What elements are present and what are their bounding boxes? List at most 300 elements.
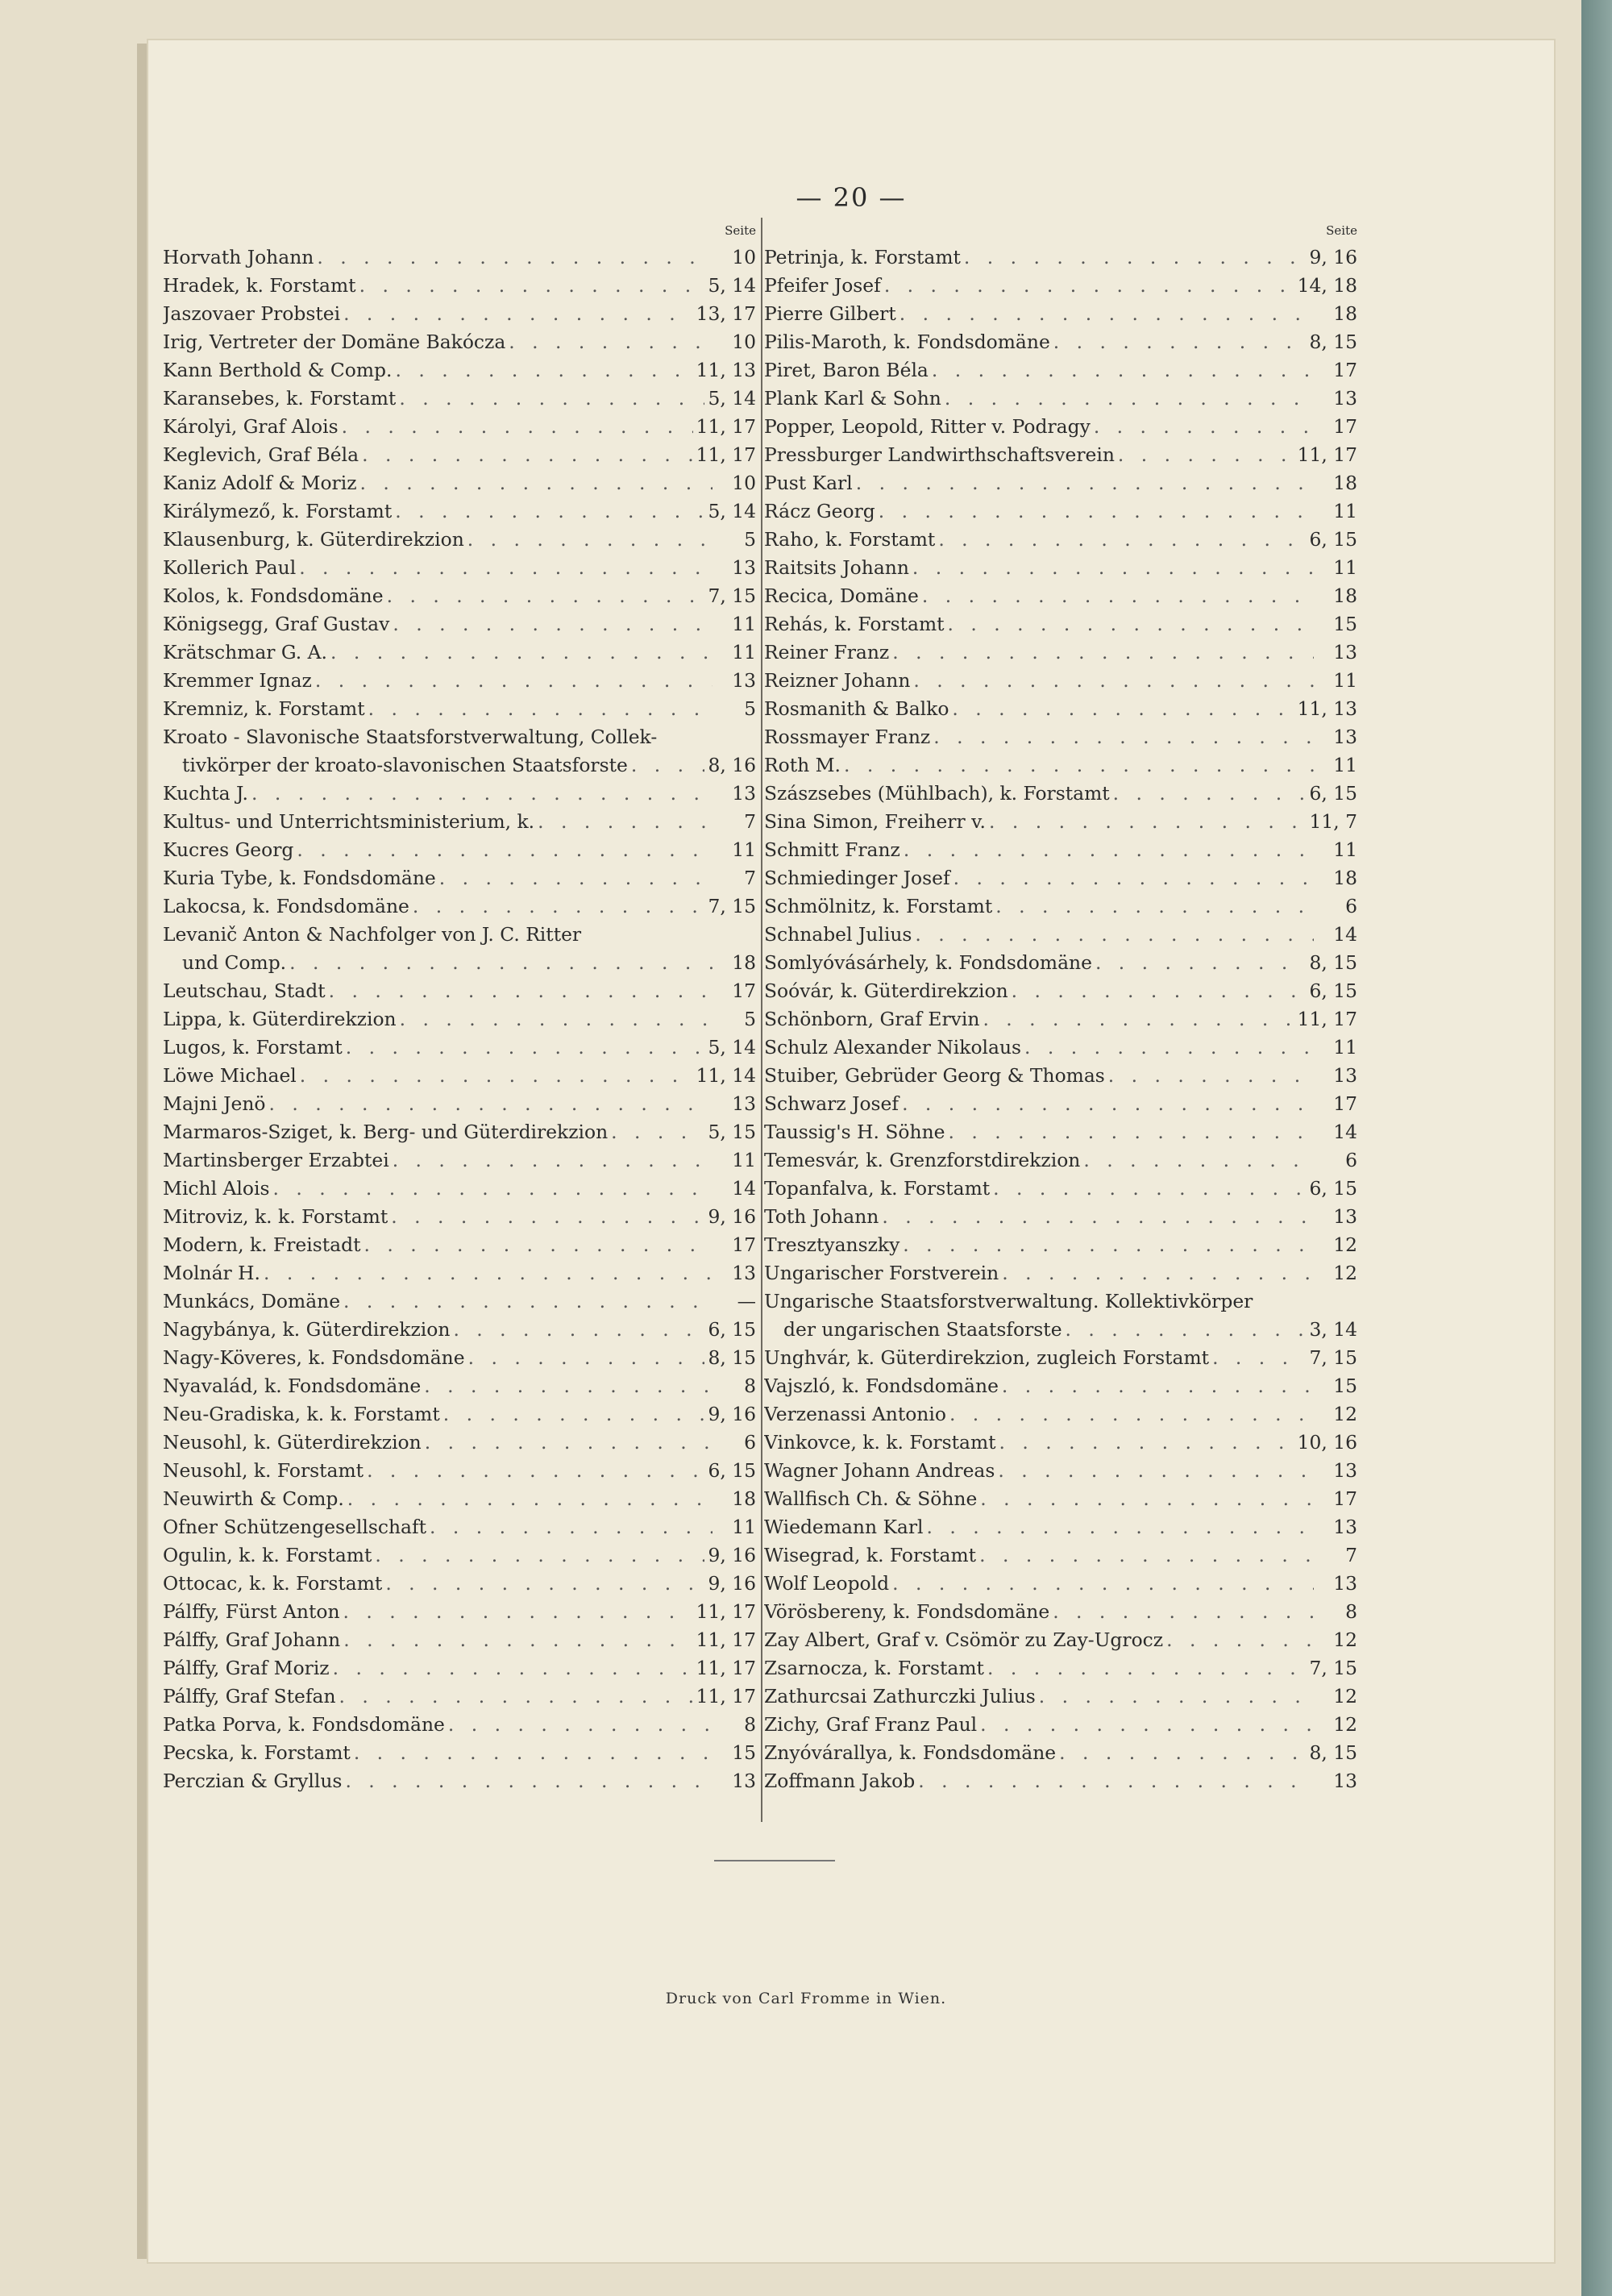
leader-dots: [980, 1485, 1314, 1513]
leader-dots: [425, 1429, 713, 1457]
leader-dots: [385, 1570, 704, 1598]
leader-dots: [927, 1513, 1314, 1541]
entry-pages: 7, 15: [708, 584, 756, 607]
index-entry: [163, 1316, 761, 1344]
entry-name: Zsarnocza, k. Forstamt: [764, 1657, 984, 1679]
entry-name: Pálffy, Graf Johann: [163, 1628, 341, 1651]
entry-pages: 18: [1333, 584, 1357, 607]
leader-dots: [393, 610, 713, 638]
leader-dots: [952, 695, 1294, 723]
entry-name: Raitsits Johann: [764, 556, 909, 579]
entry-name: Toth Johann: [764, 1205, 879, 1228]
entry-pages: 11: [1333, 500, 1357, 522]
entry-pages: 13: [1333, 387, 1357, 410]
index-entry: [163, 356, 761, 385]
index-entry: [764, 1062, 1362, 1090]
entry-name: und Comp.: [182, 951, 287, 974]
leader-dots: [343, 1287, 713, 1316]
index-entry: [764, 723, 1362, 751]
leader-dots: [362, 441, 693, 469]
leader-dots: [915, 921, 1314, 949]
entry-name: Horvath Johann: [163, 246, 314, 268]
entry-pages: 15: [732, 1741, 756, 1764]
leader-dots: [317, 243, 713, 272]
leader-dots: [913, 667, 1314, 695]
entry-pages: 11, 17: [696, 1600, 756, 1623]
index-entry: [764, 1711, 1362, 1739]
printer-imprint: Druck von Carl Fromme in Wien.: [665, 1990, 947, 2007]
leader-dots: [315, 667, 713, 695]
entry-pages: 11: [1333, 669, 1357, 692]
entry-name: Leutschau, Stadt: [163, 980, 326, 1002]
leader-dots: [1118, 441, 1294, 469]
index-entry: [163, 780, 761, 808]
index-entry: [163, 413, 761, 441]
entry-name: Nagy-Köveres, k. Fondsdomäne: [163, 1346, 465, 1369]
index-entry: [163, 864, 761, 892]
entry-name: Károlyi, Graf Alois: [163, 415, 339, 438]
leader-dots: [1002, 1372, 1314, 1400]
entry-pages: 17: [1333, 359, 1357, 381]
leader-dots: [933, 723, 1314, 751]
leader-dots: [399, 385, 704, 413]
index-entry: [163, 385, 761, 413]
entry-pages: 11, 17: [1297, 443, 1357, 466]
entry-name: Wagner Johann Andreas: [764, 1459, 995, 1482]
entry-name: Znyóvárallya, k. Fondsdomäne: [764, 1741, 1057, 1764]
entry-name: Wallfisch Ch. & Söhne: [764, 1487, 978, 1510]
index-entry: [764, 1457, 1362, 1485]
index-entry: [764, 1767, 1362, 1795]
index-entry: [764, 1429, 1362, 1457]
leader-dots: [413, 892, 705, 921]
index-entry: [163, 272, 761, 300]
entry-name: Karansebes, k. Forstamt: [163, 387, 397, 410]
leader-dots: [999, 1429, 1294, 1457]
entry-pages: 9, 16: [1309, 246, 1357, 268]
entry-name: Topanfalva, k. Forstamt: [764, 1177, 991, 1200]
index-entry: [163, 1372, 761, 1400]
entry-name: Pilis-Maroth, k. Fondsdomäne: [764, 331, 1050, 353]
entry-pages: 5: [744, 1008, 756, 1030]
index-entry: [163, 1626, 761, 1654]
leader-dots: [367, 1457, 704, 1485]
entry-pages: 12: [1333, 1713, 1357, 1736]
entry-name: Neu-Gradiska, k. k. Forstamt: [163, 1403, 440, 1425]
entry-pages: 13: [732, 782, 756, 805]
leader-dots: [918, 1767, 1314, 1795]
scan-edge-strip: [1581, 0, 1612, 2296]
entry-pages: 18: [732, 951, 756, 974]
index-entry: [163, 1118, 761, 1146]
entry-pages: 6, 15: [1309, 980, 1357, 1002]
index-entry: [163, 1682, 761, 1711]
entry-pages: 18: [732, 1487, 756, 1510]
index-entry: [163, 836, 761, 864]
leader-dots: [368, 695, 713, 723]
index-entry: [764, 610, 1362, 638]
leader-dots: [339, 1682, 693, 1711]
entry-pages: 11, 17: [696, 443, 756, 466]
entry-name: Roth M.: [764, 754, 841, 776]
index-entry: [163, 921, 761, 977]
leader-dots: [922, 582, 1314, 610]
leader-dots: [364, 1231, 713, 1259]
entry-pages: 11, 17: [696, 1685, 756, 1707]
entry-pages: 11: [1333, 754, 1357, 776]
entry-pages: 12: [1333, 1262, 1357, 1284]
leader-dots: [1083, 1146, 1314, 1175]
index-entry: [764, 1400, 1362, 1429]
index-entry: [764, 1513, 1362, 1541]
entry-pages: 15: [1333, 613, 1357, 635]
index-entry: [764, 1175, 1362, 1203]
entry-pages: 14: [1333, 923, 1357, 946]
index-entry: [764, 497, 1362, 526]
entry-pages: 6, 15: [1309, 528, 1357, 551]
index-entry: [764, 1203, 1362, 1231]
entry-name: Kollerich Paul: [163, 556, 297, 579]
entry-name: Soóvár, k. Güterdirekzion: [764, 980, 1008, 1002]
entry-name: Somlyóvásárhely, k. Fondsdomäne: [764, 951, 1092, 974]
entry-pages: 9, 16: [708, 1403, 756, 1425]
entry-pages: 18: [1333, 302, 1357, 325]
leader-dots: [912, 554, 1314, 582]
entry-name: Lugos, k. Forstamt: [163, 1036, 343, 1059]
leader-dots: [343, 300, 693, 328]
entry-pages: 5, 14: [708, 274, 756, 297]
leader-dots: [938, 526, 1306, 554]
leader-dots: [347, 1485, 713, 1513]
entry-pages: 17: [1333, 1487, 1357, 1510]
entry-name: Vajszló, k. Fondsdomäne: [764, 1375, 999, 1397]
index-entry: [163, 526, 761, 554]
entry-name: Reiner Franz: [764, 641, 890, 663]
index-entry: [163, 1598, 761, 1626]
entry-name: Pressburger Landwirthschaftsverein: [764, 443, 1115, 466]
entry-pages: 13, 17: [696, 302, 756, 325]
entry-name: Rácz Georg: [764, 500, 875, 522]
entry-name: Krätschmar G. A.: [163, 641, 327, 663]
leader-dots: [856, 469, 1314, 497]
entry-pages: 12: [1333, 1233, 1357, 1256]
index-entry: [163, 808, 761, 836]
index-entry: [163, 554, 761, 582]
entry-name: Pecska, k. Forstamt: [163, 1741, 351, 1764]
entry-name: Pust Karl: [764, 472, 853, 494]
entry-name: Neusohl, k. Forstamt: [163, 1459, 364, 1482]
leader-dots: [993, 1175, 1306, 1203]
entry-name: Pálffy, Fürst Anton: [163, 1600, 340, 1623]
leader-dots: [892, 1570, 1314, 1598]
entry-pages: 8: [744, 1713, 756, 1736]
index-entry: [764, 1485, 1362, 1513]
index-column-right: [764, 218, 1362, 1795]
index-entry: [764, 582, 1362, 610]
index-entry: [764, 1090, 1362, 1118]
leader-dots: [400, 1005, 713, 1034]
entry-pages: 11: [732, 1516, 756, 1538]
entry-name: Löwe Michael: [163, 1064, 297, 1087]
entry-name: Reizner Johann: [764, 669, 911, 692]
entry-name: Schmiedinger Josef: [764, 867, 950, 889]
entry-name: Pálffy, Graf Stefan: [163, 1685, 336, 1707]
entry-pages: 13: [732, 1770, 756, 1792]
index-entry: [764, 921, 1362, 949]
entry-name: Schmitt Franz: [764, 838, 900, 861]
entry-pages: 9, 16: [708, 1572, 756, 1595]
index-entry: [163, 1429, 761, 1457]
index-entry: [764, 1146, 1362, 1175]
entry-name: Kucres Georg: [163, 838, 294, 861]
entry-pages: 14: [1333, 1121, 1357, 1143]
entry-pages: 11, 17: [696, 1628, 756, 1651]
seite-header-left: Seite: [725, 223, 756, 238]
leader-dots: [359, 272, 705, 300]
entry-pages: 7, 15: [708, 895, 756, 917]
entry-name: Schönborn, Graf Ervin: [764, 1008, 980, 1030]
leader-dots: [1053, 1598, 1314, 1626]
leader-dots: [360, 469, 713, 497]
index-entry: [163, 1203, 761, 1231]
entry-name: Ogulin, k. k. Forstamt: [163, 1544, 372, 1566]
entry-pages: 12: [1333, 1685, 1357, 1707]
index-entry: [163, 723, 761, 780]
leader-dots: [509, 328, 713, 356]
entry-name: Neusohl, k. Güterdirekzion: [163, 1431, 422, 1454]
leader-dots: [980, 1711, 1314, 1739]
entry-name: Vörösbereny, k. Fondsdomäne: [764, 1600, 1050, 1623]
index-column-left: [163, 218, 761, 1795]
index-entry: [163, 1005, 761, 1034]
leader-dots: [948, 610, 1314, 638]
leader-dots: [346, 1034, 705, 1062]
entry-pages: 11: [732, 613, 756, 635]
entry-name: tivkörper der kroato-slavonischen Staatsforste: [182, 754, 628, 776]
leader-dots: [330, 638, 713, 667]
entry-pages: 11: [732, 838, 756, 861]
entry-name: Temesvár, k. Grenzforstdirekzion: [764, 1149, 1081, 1171]
index-entry: [163, 1259, 761, 1287]
leader-dots: [468, 1344, 705, 1372]
entry-name: Königsegg, Graf Gustav: [163, 613, 390, 635]
entry-pages: 17: [732, 1233, 756, 1256]
index-entry: [163, 1062, 761, 1090]
entry-name: Pálffy, Graf Moriz: [163, 1657, 330, 1679]
entry-name: Martinsberger Erzabtei: [163, 1149, 389, 1171]
leader-dots: [297, 836, 713, 864]
entry-pages: 13: [732, 1262, 756, 1284]
entry-name: Lippa, k. Güterdirekzion: [163, 1008, 397, 1030]
index-entry: [764, 554, 1362, 582]
entry-pages: 11, 14: [696, 1064, 756, 1087]
leader-dots: [424, 1372, 713, 1400]
entry-name: Schwarz Josef: [764, 1092, 899, 1115]
entry-pages: 11: [732, 641, 756, 663]
index-entry: [163, 1231, 761, 1259]
entry-name: Rosmanith & Balko: [764, 697, 949, 720]
entry-name: Szászsebes (Mühlbach), k. Forstamt: [764, 782, 1110, 805]
index-entry: [764, 1034, 1362, 1062]
index-entry: [764, 1682, 1362, 1711]
leader-dots: [430, 1513, 713, 1541]
entry-name: Kuchta J.: [163, 782, 248, 805]
index-entry: [764, 667, 1362, 695]
index-entry: [764, 1739, 1362, 1767]
leader-dots: [1212, 1344, 1306, 1372]
entry-name: Hradek, k. Forstamt: [163, 274, 356, 297]
entry-pages: 11, 17: [696, 415, 756, 438]
leader-dots: [631, 751, 705, 780]
entry-name: Ofner Schützengesellschaft: [163, 1516, 427, 1538]
index-entry: [163, 243, 761, 272]
index-entry: [163, 977, 761, 1005]
entry-pages: 5, 15: [708, 1121, 756, 1143]
leader-dots: [904, 836, 1314, 864]
index-entry: [163, 695, 761, 723]
entry-pages: 6: [744, 1431, 756, 1454]
index-entry: [764, 356, 1362, 385]
index-entry: [764, 864, 1362, 892]
index-entry: [163, 300, 761, 328]
index-entry: [163, 469, 761, 497]
leader-dots: [453, 1316, 704, 1344]
entry-name: Zay Albert, Graf v. Csömör zu Zay-Ugrocz: [764, 1628, 1164, 1651]
entry-pages: 14: [732, 1177, 756, 1200]
leader-dots: [844, 751, 1314, 780]
index-entry: [163, 892, 761, 921]
leader-dots: [1066, 1316, 1307, 1344]
entry-pages: 6, 15: [708, 1318, 756, 1341]
entry-name: Schmölnitz, k. Forstamt: [764, 895, 993, 917]
entry-pages: 13: [1333, 1459, 1357, 1482]
entry-pages: 13: [1333, 1205, 1357, 1228]
entry-pages: 5, 14: [708, 500, 756, 522]
entry-name-line1: Kroato - Slavonische Staatsforstverwaltung, Collek-: [163, 726, 658, 748]
entry-name: Zathurcsai Zathurczki Julius: [764, 1685, 1036, 1707]
entry-name: Zoffmann Jakob: [764, 1770, 916, 1792]
entry-name: Pfeifer Josef: [764, 274, 881, 297]
index-entry: [163, 1090, 761, 1118]
entry-pages: 10, 16: [1297, 1431, 1357, 1454]
entry-pages: 7, 15: [1309, 1657, 1357, 1679]
index-entry: [163, 1541, 761, 1570]
leader-dots: [949, 1400, 1314, 1429]
index-entry: [163, 328, 761, 356]
index-entry: [163, 1034, 761, 1062]
leader-dots: [391, 1203, 704, 1231]
entry-name: Királymező, k. Forstamt: [163, 500, 393, 522]
leader-dots: [375, 1541, 704, 1570]
entry-pages: 11: [1333, 838, 1357, 861]
index-entry: [764, 1344, 1362, 1372]
leader-dots: [443, 1400, 705, 1429]
leader-dots: [948, 1118, 1314, 1146]
index-entry: [764, 808, 1362, 836]
entry-name: Mitroviz, k. k. Forstamt: [163, 1205, 388, 1228]
index-entry: [764, 526, 1362, 554]
leader-dots: [1094, 413, 1314, 441]
index-entry: [764, 977, 1362, 1005]
leader-dots: [979, 1541, 1314, 1570]
leader-dots: [899, 300, 1314, 328]
leader-dots: [272, 1175, 713, 1203]
leader-dots: [1059, 1739, 1306, 1767]
index-entry: [764, 751, 1362, 780]
entry-pages: 11, 13: [1297, 697, 1357, 720]
index-entry: [764, 638, 1362, 667]
index-entry: [764, 1541, 1362, 1570]
leader-dots: [884, 272, 1294, 300]
entry-name: Kremniz, k. Forstamt: [163, 697, 365, 720]
entry-name: Klausenburg, k. Güterdirekzion: [163, 528, 464, 551]
leader-dots: [393, 1146, 713, 1175]
index-entry: [163, 1344, 761, 1372]
index-entry: [764, 469, 1362, 497]
entry-name: Marmaros-Sziget, k. Berg- und Güterdirekzion: [163, 1121, 609, 1143]
leader-dots: [995, 892, 1314, 921]
entry-name: Schulz Alexander Nikolaus: [764, 1036, 1022, 1059]
leader-dots: [333, 1654, 693, 1682]
seite-header-right: Seite: [1326, 223, 1357, 238]
entry-name: Patka Porva, k. Fondsdomäne: [163, 1713, 445, 1736]
index-entry: [764, 1626, 1362, 1654]
entry-name: Kremmer Ignaz: [163, 669, 312, 692]
entry-name: Recica, Domäne: [764, 584, 919, 607]
index-entry: [163, 1175, 761, 1203]
leader-dots: [964, 243, 1307, 272]
leader-dots: [395, 356, 692, 385]
index-entry: [764, 1654, 1362, 1682]
index-entry: [764, 1570, 1362, 1598]
leader-dots: [998, 1457, 1314, 1485]
entry-pages: 10: [732, 246, 756, 268]
index-entry: [764, 272, 1362, 300]
index-entry: [764, 300, 1362, 328]
leader-dots: [1024, 1034, 1314, 1062]
index-entry: [163, 1146, 761, 1175]
entry-name: Kuria Tybe, k. Fondsdomäne: [163, 867, 436, 889]
entry-pages: 8, 16: [708, 754, 756, 776]
entry-pages: 11: [1333, 556, 1357, 579]
leader-dots: [467, 526, 713, 554]
entry-pages: 6: [1345, 895, 1357, 917]
index-entry: [163, 1711, 761, 1739]
index-entries-left: [163, 243, 761, 1795]
entry-name: Schnabel Julius: [764, 923, 912, 946]
leader-dots: [1166, 1626, 1314, 1654]
index-entry: [764, 328, 1362, 356]
entry-pages: 11, 17: [1297, 1008, 1357, 1030]
leader-dots: [269, 1090, 713, 1118]
entry-pages: 5, 14: [708, 387, 756, 410]
entry-pages: 13: [1333, 641, 1357, 663]
leader-dots: [289, 949, 713, 977]
leader-dots: [1002, 1259, 1314, 1287]
entry-name: Taussig's H. Söhne: [764, 1121, 945, 1143]
entry-pages: 6, 15: [708, 1459, 756, 1482]
index-entry: [163, 667, 761, 695]
leader-dots: [538, 808, 713, 836]
index-entries-right: [764, 243, 1362, 1795]
index-entry: [163, 1739, 761, 1767]
entry-pages: 5: [744, 697, 756, 720]
entry-pages: 10: [732, 472, 756, 494]
entry-name: Stuiber, Gebrüder Georg & Thomas: [764, 1064, 1105, 1087]
entry-pages: 8: [744, 1375, 756, 1397]
entry-name: Kaniz Adolf & Moriz: [163, 472, 357, 494]
leader-dots: [953, 864, 1314, 892]
